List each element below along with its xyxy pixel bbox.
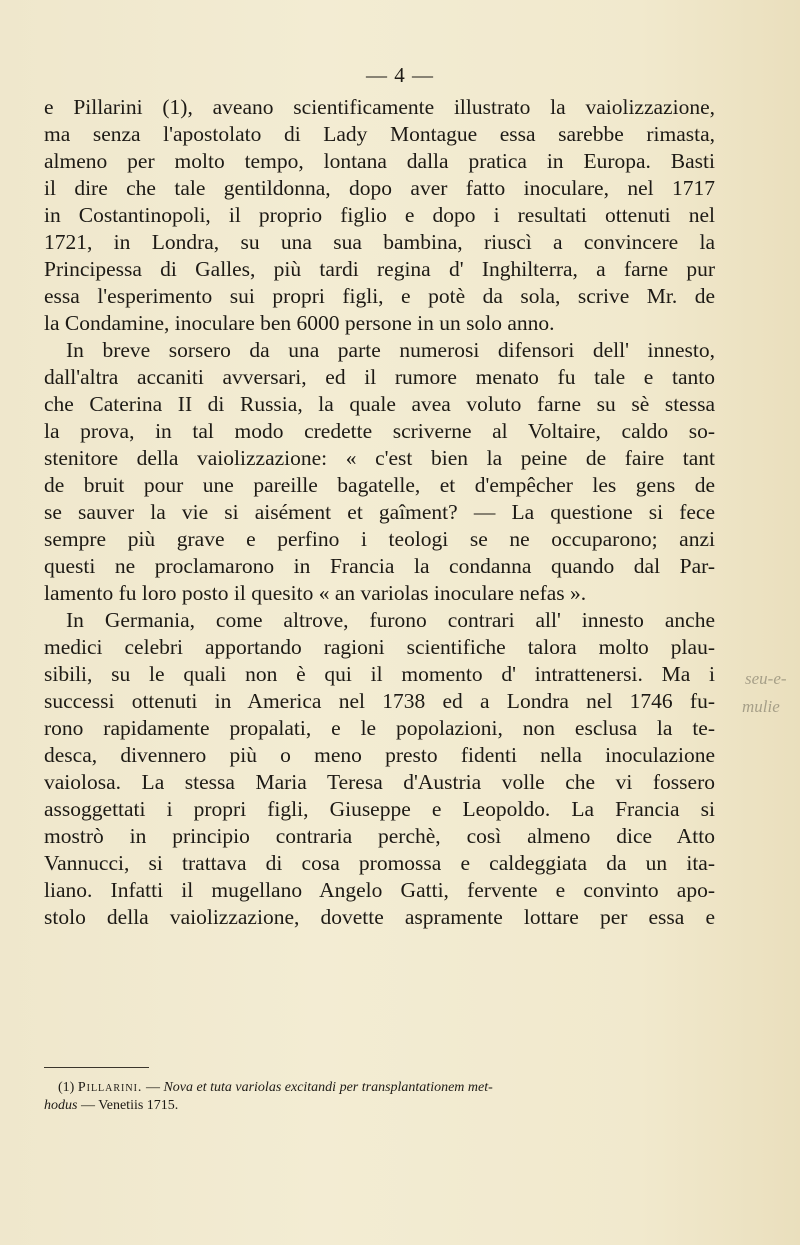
text-line: vaiolosa. La stessa Maria Teresa d'Austria volle che vi fossero bbox=[44, 770, 715, 794]
text-line: In breve sorsero da una parte numerosi difensori dell' innesto, bbox=[66, 338, 715, 362]
text-line: Principessa di Galles, più tardi regina d' Inghilterra, a farne pur bbox=[44, 257, 715, 281]
text-line: mostrò in principio contraria perchè, così almeno dice Atto bbox=[44, 824, 715, 848]
margin-annotation: seu-e- bbox=[745, 669, 787, 688]
footnote-line bbox=[44, 1097, 715, 1115]
footnote-title: Nova et tuta variolas excitandi per transplantationem met- bbox=[163, 1080, 493, 1095]
text-line: successi ottenuti in America nel 1738 ed a Londra nel 1746 fu- bbox=[44, 689, 715, 713]
margin-annotation: mulie bbox=[742, 697, 780, 716]
text-line: il dire che tale gentildonna, dopo aver fatto inoculare, nel 1717 bbox=[44, 176, 715, 200]
text-line: la Condamine, inoculare ben 6000 persone in un solo anno. bbox=[44, 311, 555, 335]
text-line: liano. Infatti il mugellano Angelo Gatti, fervente e convinto apo- bbox=[44, 878, 715, 902]
text-line: la prova, in tal modo credette scriverne al Voltaire, caldo so- bbox=[44, 419, 715, 443]
text-line: stenitore della vaiolizzazione: « c'est bien la peine de faire tant bbox=[44, 446, 715, 470]
footnote-imprint: — Venetiis 1715. bbox=[80, 1098, 179, 1113]
footnote bbox=[44, 1079, 715, 1115]
text-line: sempre più grave e perfino i teologi se ne occuparono; anzi bbox=[44, 527, 715, 551]
text-line: e Pillarini (1), aveano scientificamente illustrato la vaiolizzazione, bbox=[44, 95, 715, 119]
footnote-line bbox=[44, 1079, 715, 1097]
footnote-marker: (1) bbox=[58, 1080, 75, 1095]
footnote-title-cont: hodus bbox=[44, 1098, 78, 1113]
text-line: che Caterina II di Russia, la quale avea voluto farne su sè stessa bbox=[44, 392, 715, 416]
text-line: 1721, in Londra, su una sua bambina, riuscì a convincere la bbox=[44, 230, 715, 254]
text-line: sibili, su le quali non è qui il momento d' intrattenersi. Ma i bbox=[44, 662, 715, 686]
text-line: ma senza l'apostolato di Lady Montague essa sarebbe rimasta, bbox=[44, 122, 715, 146]
text-line: in Costantinopoli, il proprio figlio e dopo i resultati ottenuti nel bbox=[44, 203, 715, 227]
text-line: rono rapidamente propalati, e le popolazioni, non esclusa la te- bbox=[44, 716, 715, 740]
text-line: questi ne proclamarono in Francia la condanna quando dal Par- bbox=[44, 554, 715, 578]
text-line: se sauver la vie si aisément et gaîment? — La questione si fece bbox=[44, 500, 715, 524]
text-line: stolo della vaiolizzazione, dovette aspramente lottare per essa e bbox=[44, 905, 715, 929]
footnote-rule bbox=[44, 1067, 149, 1068]
text-line: essa l'esperimento sui propri figli, e potè da sola, scrive Mr. de bbox=[44, 284, 715, 308]
text-line: lamento fu loro posto il quesito « an variolas inoculare nefas ». bbox=[44, 581, 587, 605]
text-line: de bruit pour une pareille bagatelle, et d'empêcher les gens de bbox=[44, 473, 715, 497]
text-line: In Germania, come altrove, furono contrari all' innesto anche bbox=[66, 608, 715, 632]
text-line: Vannucci, si trattava di cosa promossa e caldeggiata da un ita- bbox=[44, 851, 715, 875]
footnote-dash: — bbox=[145, 1080, 160, 1095]
body-text bbox=[44, 94, 715, 931]
page-number: — 4 — bbox=[366, 63, 434, 87]
text-line: desca, divennero più o meno presto fidenti nella inoculazione bbox=[44, 743, 715, 767]
text-line: almeno per molto tempo, lontana dalla pratica in Europa. Basti bbox=[44, 149, 715, 173]
text-line: assoggettati i propri figli, Giuseppe e Leopoldo. La Francia si bbox=[44, 797, 715, 821]
text-line: medici celebri apportando ragioni scientifiche talora molto plau- bbox=[44, 635, 715, 659]
text-line: dall'altra accaniti avversari, ed il rumore menato fu tale e tanto bbox=[44, 365, 715, 389]
footnote-author: Pillarini. bbox=[77, 1080, 143, 1095]
